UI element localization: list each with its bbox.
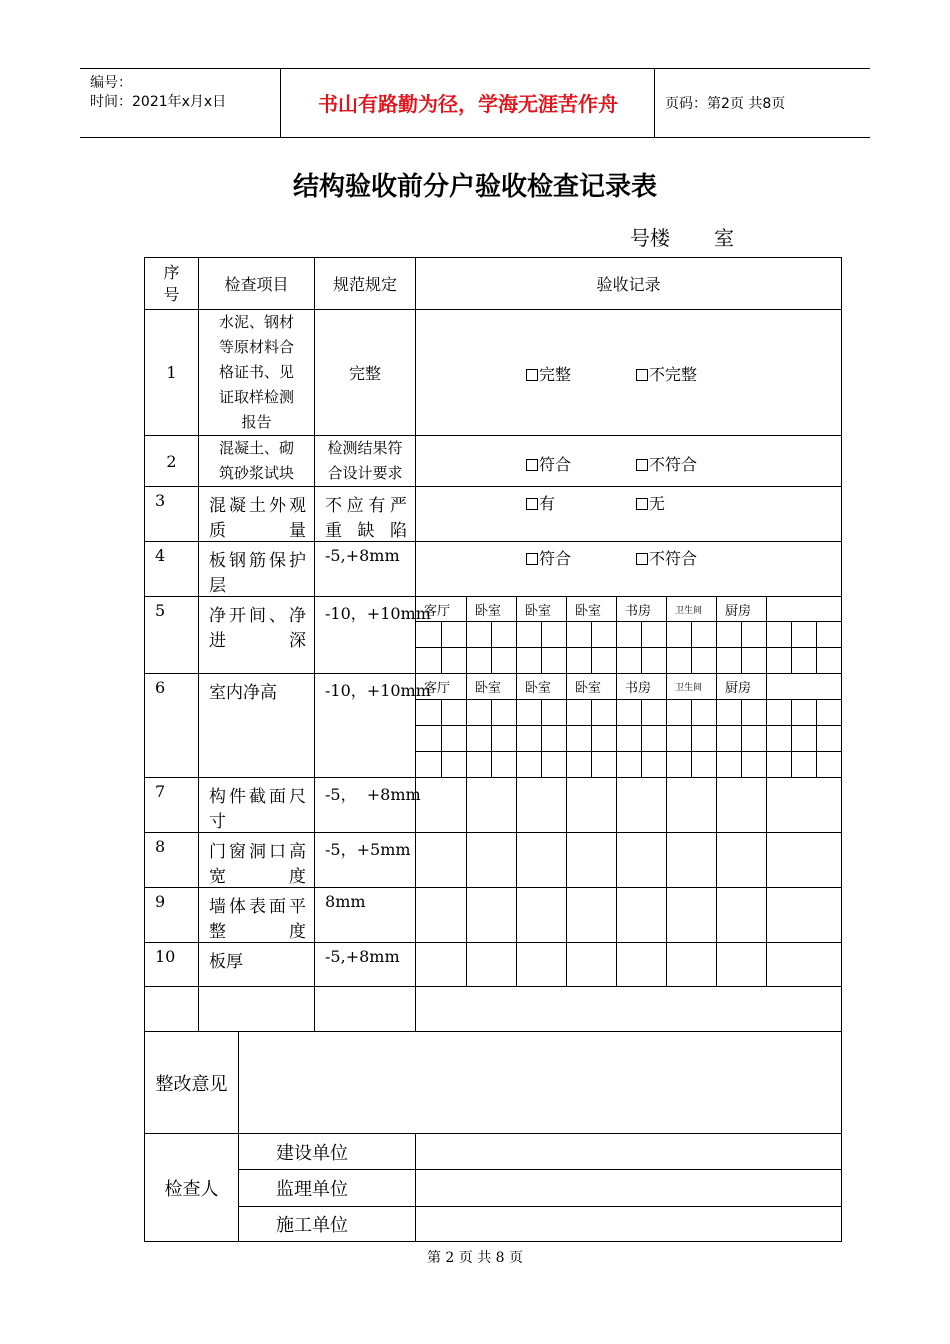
measure-cell[interactable] [767,943,842,987]
row-record [416,436,842,487]
measure-cell[interactable] [792,726,817,752]
measure-cell[interactable] [517,622,542,648]
measure-cell[interactable] [592,752,617,778]
measure-cell[interactable] [767,726,792,752]
measure-cell[interactable] [492,622,517,648]
measure-cell[interactable] [667,943,717,987]
measure-cell[interactable] [642,752,667,778]
measure-cell[interactable] [717,622,742,648]
measure-cell[interactable] [617,700,642,726]
measure-cell[interactable] [642,700,667,726]
page-title: 结构验收前分户验收检查记录表 [292,172,657,202]
measure-cell[interactable] [617,888,667,943]
measure-cell[interactable] [717,888,767,943]
row-item: 板钢筋保护层 [199,542,315,597]
checkbox[interactable] [526,459,538,471]
row-no: 4 [145,542,199,597]
measure-cell[interactable] [742,752,767,778]
measure-cell[interactable] [767,752,792,778]
measure-cell[interactable] [717,943,767,987]
signature-input[interactable] [416,1134,842,1170]
measure-cell[interactable] [517,726,542,752]
measure-cell[interactable] [567,888,617,943]
header-item: 检查项目 [199,258,315,310]
measure-cell[interactable] [467,622,492,648]
row-standard: -10，+10mm [315,674,416,778]
option-label: 不符合 [649,549,698,568]
measure-cell[interactable] [717,726,742,752]
measure-cell[interactable] [767,833,842,888]
option-label: 不符合 [649,455,698,474]
measure-cell[interactable] [792,700,817,726]
measure-cell[interactable] [617,648,642,674]
measure-cell[interactable] [542,700,567,726]
row-standard: -5，+5mm [315,833,416,888]
row-no: 6 [145,674,199,778]
room-label: 书房 [617,674,667,700]
unit-label: 施工单位 [239,1207,416,1242]
header-motto: 书山有路勤为径，学海无涯苦作舟 [318,92,618,116]
row-item: 混凝土、砌筑砂浆试块 [199,436,315,487]
row-standard: 完整 [315,310,416,436]
table-row [145,987,842,1032]
row-standard: 8mm [315,888,416,943]
row-item: 水泥、钢材等原材料合格证书、见证取样检测报告 [199,310,315,436]
row-item: 墙体表面平整度 [199,888,315,943]
checkbox[interactable] [526,553,538,565]
measure-cell[interactable] [567,943,617,987]
measure-cell[interactable] [617,943,667,987]
blank-cell[interactable] [315,987,416,1032]
measure-cell[interactable] [567,778,617,833]
table-row [145,310,842,436]
room-label: 卧室 [467,674,517,700]
measure-cell[interactable] [467,943,517,987]
table-row [145,674,842,700]
measure-cell[interactable] [792,648,817,674]
building-label: 号楼 [630,226,670,250]
page-header [80,68,870,138]
measure-cell[interactable] [667,726,692,752]
page-footer: 第 2 页 共 8 页 [426,1250,524,1266]
row-record [416,487,842,542]
measure-cell[interactable] [416,752,442,778]
header-divider [280,69,281,137]
measure-cell[interactable] [492,648,517,674]
measure-cell[interactable] [667,700,692,726]
measure-cell[interactable] [567,622,592,648]
measure-cell[interactable] [817,622,842,648]
measure-cell[interactable] [416,726,442,752]
measure-cell[interactable] [467,726,492,752]
room-label: 卧室 [517,674,567,700]
row-standard: -5,+8mm [315,943,416,987]
inspector-row [145,1170,842,1207]
measure-cell[interactable] [792,622,817,648]
room-label [630,222,734,251]
blank-cell[interactable] [199,987,315,1032]
checkbox[interactable] [636,553,648,565]
row-standard: -5,+8mm [315,542,416,597]
row-standard: 不应有严重缺陷 [315,487,416,542]
header-record: 验收记录 [416,258,842,310]
table-row [145,597,842,622]
measure-cell[interactable] [617,833,667,888]
row-no: 7 [145,778,199,833]
room-label: 厨房 [717,597,767,622]
measure-cell[interactable] [817,648,842,674]
table-row [145,542,842,597]
doc-number-label: 编号： [90,75,132,91]
measure-cell[interactable] [442,752,467,778]
room-label: 卧室 [467,597,517,622]
measure-cell[interactable] [442,622,467,648]
inspector-row [145,1207,842,1242]
measure-cell[interactable] [717,700,742,726]
measure-cell[interactable] [592,622,617,648]
rectify-label: 整改意见 [145,1032,239,1134]
measure-cell[interactable] [567,700,592,726]
measure-cell[interactable] [492,700,517,726]
measure-cell[interactable] [592,700,617,726]
header-meta [80,69,280,137]
room-number-label: 室 [714,226,734,250]
measure-cell[interactable] [817,726,842,752]
signature-input[interactable] [416,1207,842,1242]
row-standard: -10，+10mm [315,597,416,674]
measure-cell[interactable] [542,622,567,648]
measure-cell[interactable] [442,700,467,726]
measure-cell[interactable] [467,752,492,778]
measure-cell[interactable] [442,648,467,674]
measure-cell[interactable] [667,622,692,648]
room-label [767,597,842,622]
room-label: 厨房 [717,674,767,700]
measure-cell[interactable] [542,752,567,778]
row-standard: 检测结果符合设计要求 [315,436,416,487]
measure-cell[interactable] [592,648,617,674]
measure-cell[interactable] [692,700,717,726]
measure-cell[interactable] [416,778,467,833]
measure-cell[interactable] [416,833,467,888]
unit-label: 监理单位 [239,1170,416,1207]
measure-cell[interactable] [692,726,717,752]
row-no: 2 [145,436,199,487]
measure-cell[interactable] [617,778,667,833]
measure-cell[interactable] [617,726,642,752]
measure-cell[interactable] [642,622,667,648]
measure-cell[interactable] [416,648,442,674]
header-standard: 规范规定 [315,258,416,310]
measure-cell[interactable] [467,648,492,674]
measure-cell[interactable] [742,700,767,726]
measure-cell[interactable] [517,700,542,726]
row-item: 板厚 [199,943,315,987]
blank-cell[interactable] [416,987,842,1032]
row-no: 3 [145,487,199,542]
measure-cell[interactable] [717,752,742,778]
header-divider [654,69,655,137]
measure-cell[interactable] [517,648,542,674]
measure-cell[interactable] [442,726,467,752]
measure-cell[interactable] [542,726,567,752]
room-label: 客厅 [416,674,467,700]
table-row [145,487,842,542]
room-label: 卫生间 [667,597,717,622]
option-label: 完整 [539,365,572,384]
header-page-info: 页码：第2页 共8页 [665,96,786,112]
room-label: 卧室 [567,674,617,700]
measure-cell[interactable] [817,752,842,778]
measure-cell[interactable] [416,943,467,987]
table-row [145,436,842,487]
measure-cell[interactable] [817,700,842,726]
measure-cell[interactable] [492,726,517,752]
measure-cell[interactable] [667,752,692,778]
measure-cell[interactable] [692,622,717,648]
measure-cell[interactable] [717,833,767,888]
table-row [145,778,842,833]
measure-cell[interactable] [742,726,767,752]
measure-cell[interactable] [742,648,767,674]
row-item: 室内净高 [199,674,315,778]
measure-cell[interactable] [567,752,592,778]
measure-cell[interactable] [467,778,517,833]
row-item: 净开间、净进深 [199,597,315,674]
measure-cell[interactable] [416,888,467,943]
room-label: 客厅 [416,597,467,622]
signature-input[interactable] [416,1170,842,1207]
measure-cell[interactable] [567,726,592,752]
checkbox[interactable] [526,498,538,510]
measure-cell[interactable] [742,622,767,648]
measure-cell[interactable] [692,752,717,778]
room-label: 卫生间 [667,674,717,700]
measure-cell[interactable] [567,648,592,674]
measure-cell[interactable] [667,833,717,888]
row-item: 混凝土外观质量 [199,487,315,542]
measure-cell[interactable] [717,648,742,674]
measure-cell[interactable] [642,726,667,752]
row-record [416,542,842,597]
measure-cell[interactable] [767,888,842,943]
measure-cell[interactable] [517,778,567,833]
measure-cell[interactable] [767,700,792,726]
measure-cell[interactable] [617,622,642,648]
measure-cell[interactable] [617,752,642,778]
measure-cell[interactable] [767,778,842,833]
inspector-row [145,1134,842,1170]
date-label: 时间：2021年x月x日 [90,94,227,110]
rectify-input[interactable] [239,1032,842,1134]
measure-cell[interactable] [642,648,667,674]
row-record [416,310,842,436]
blank-cell[interactable] [145,987,199,1032]
checkbox[interactable] [636,459,648,471]
measure-cell[interactable] [517,888,567,943]
table-row [145,833,842,888]
room-label [767,674,842,700]
row-no: 10 [145,943,199,987]
measure-cell[interactable] [492,752,517,778]
measure-cell[interactable] [542,648,567,674]
measure-cell[interactable] [592,726,617,752]
checkbox[interactable] [636,369,648,381]
checkbox[interactable] [636,498,648,510]
row-standard: -5， +8mm [315,778,416,833]
inspector-label: 检查人 [145,1134,239,1242]
table-row [145,888,842,943]
row-item: 门窗洞口高宽度 [199,833,315,888]
row-no: 8 [145,833,199,888]
measure-cell[interactable] [767,648,792,674]
measure-cell[interactable] [567,833,617,888]
measure-cell[interactable] [517,943,567,987]
measure-cell[interactable] [792,752,817,778]
room-label: 书房 [617,597,667,622]
room-label: 卧室 [567,597,617,622]
row-no: 5 [145,597,199,674]
table-row [145,943,842,987]
header-no: 序号 [145,258,199,310]
measure-cell[interactable] [667,648,692,674]
measure-cell[interactable] [517,752,542,778]
option-label: 符合 [539,549,572,568]
option-label: 有 [539,494,556,513]
measure-cell[interactable] [467,700,492,726]
measure-cell[interactable] [517,833,567,888]
room-label: 卧室 [517,597,567,622]
measure-cell[interactable] [767,622,792,648]
row-no: 1 [145,310,199,436]
measure-cell[interactable] [667,888,717,943]
option-label: 符合 [539,455,572,474]
row-no: 9 [145,888,199,943]
table-header-row [145,258,842,310]
measure-cell[interactable] [667,778,717,833]
measure-cell[interactable] [467,888,517,943]
inspection-table [144,257,842,1242]
measure-cell[interactable] [692,648,717,674]
measure-cell[interactable] [467,833,517,888]
option-label: 不完整 [649,365,698,384]
measure-cell[interactable] [717,778,767,833]
unit-label: 建设单位 [239,1134,416,1170]
row-item: 构件截面尺寸 [199,778,315,833]
checkbox[interactable] [526,369,538,381]
option-label: 无 [649,494,666,513]
rectify-row [145,1032,842,1134]
